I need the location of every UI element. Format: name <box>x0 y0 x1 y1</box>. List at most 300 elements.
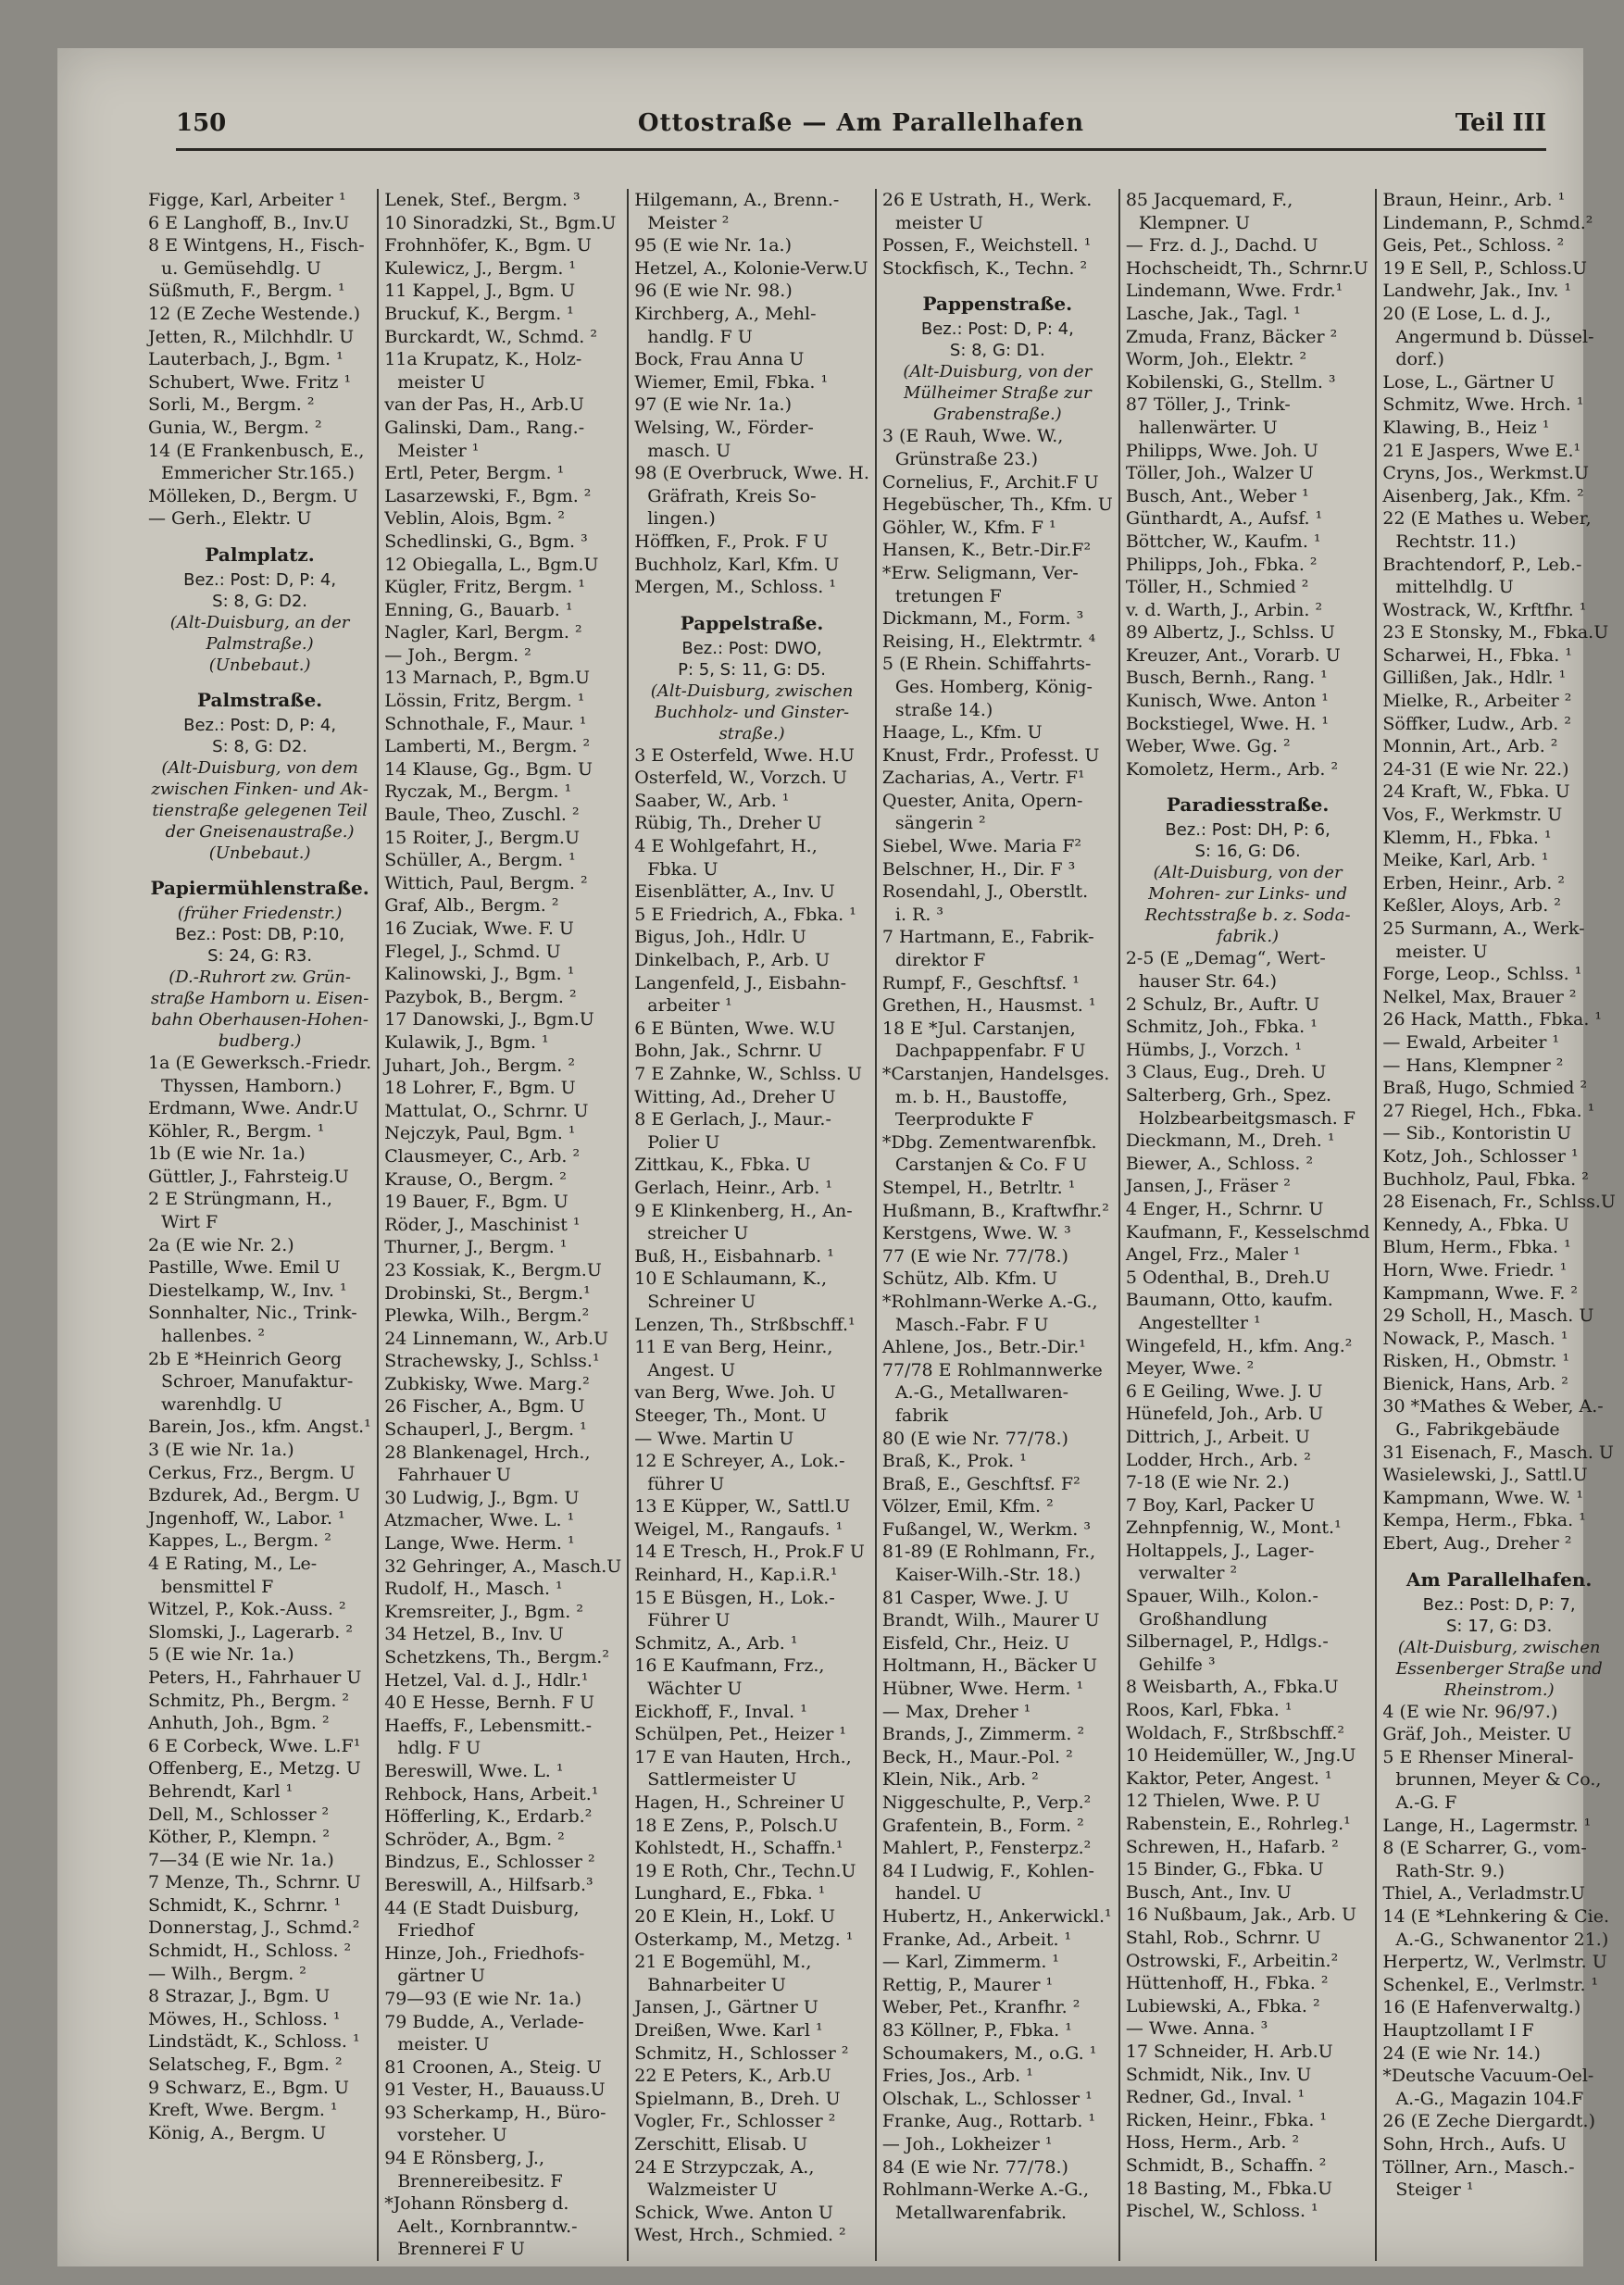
street-note: Palmstraße.) <box>206 633 314 654</box>
directory-entry: gärtner U <box>397 1966 486 1987</box>
page-title: Ottostraße — Am Parallelhafen <box>637 109 1085 137</box>
directory-entry: Atzmacher, Wwe. L. ¹ <box>384 1510 575 1531</box>
directory-entry: 97 (E wie Nr. 1a.) <box>634 394 792 416</box>
directory-page <box>57 48 1616 2266</box>
directory-entry: Rübig, Th., Dreher U <box>634 813 822 834</box>
directory-entry: Strachewsky, J., Schlss.¹ <box>384 1351 600 1372</box>
directory-entry: Jansen, J., Fräser ² <box>1125 1176 1291 1197</box>
directory-entry: Niggeschulte, P., Verp.² <box>881 1792 1092 1813</box>
directory-entry: 5 Odenthal, B., Dreh.U <box>1125 1267 1330 1288</box>
directory-entry: Sattlermeister U <box>647 1769 797 1791</box>
directory-entry: Carstanjen & Co. F U <box>894 1155 1088 1176</box>
directory-entry: Pischel, W., Schloss. ¹ <box>1125 2201 1318 2222</box>
directory-entry: Mattulat, O., Schrnr. U <box>384 1100 589 1121</box>
directory-entry: Holtmann, H., Bäcker U <box>881 1655 1098 1677</box>
directory-entry: hauser Str. 64.) <box>1138 971 1278 993</box>
directory-entry: 91 Vester, H., Bauauss.U <box>384 2079 606 2101</box>
directory-entry: Schoumakers, M., o.G. ¹ <box>881 2042 1097 2064</box>
directory-entry: Lindemann, P., Schmd.² <box>1382 212 1593 233</box>
directory-entry: direktor F <box>894 950 986 971</box>
directory-entry: Kirchberg, A., Mehl- <box>634 303 817 324</box>
directory-entry: Hübner, Wwe. Herm. ¹ <box>881 1679 1084 1700</box>
directory-entry: Kaiser-Wilh.-Str. 18.) <box>894 1565 1081 1586</box>
street-note: (D.-Ruhrort zw. Grün- <box>169 967 351 987</box>
directory-entry: 34 Hetzel, B., Inv. U <box>384 1624 564 1645</box>
directory-entry: Fbka. U <box>647 858 718 880</box>
directory-entry: *Johann Rönsberg d. <box>384 2193 569 2215</box>
directory-entry: 80 (E wie Nr. 77/78.) <box>881 1428 1068 1449</box>
directory-entry: lingen.) <box>647 508 716 530</box>
directory-entry: 8 (E Scharrer, G., vom- <box>1382 1838 1587 1859</box>
directory-entry: Kappes, L., Bergm. ² <box>148 1530 331 1552</box>
directory-entry: hallenwärter. U <box>1138 417 1278 438</box>
directory-entry: Franke, Aug., Rottarb. ¹ <box>881 2111 1096 2132</box>
directory-entry: 3 E Osterfeld, Wwe. H.U <box>634 744 855 766</box>
directory-entry: Biewer, A., Schloss. ² <box>1125 1153 1314 1174</box>
street-note: (Alt-Duisburg, an der <box>169 612 350 632</box>
column-1 <box>143 189 377 2261</box>
directory-entry: 15 Binder, G., Fbka. U <box>1125 1859 1324 1880</box>
directory-entry: Schetzkens, Th., Bergm.² <box>384 1647 609 1667</box>
directory-entry: warenhdlg. U <box>161 1393 282 1415</box>
directory-entry: Lindemann, Wwe. Frdr.¹ <box>1125 281 1343 302</box>
directory-entry: Köhler, R., Bergm. ¹ <box>148 1120 325 1142</box>
directory-entry: Spauer, Wilh., Kolon.- <box>1125 1586 1318 1607</box>
directory-entry: Brachtendorf, P., Leb.- <box>1382 554 1582 575</box>
directory-entry: Slomski, J., Lagerarb. ² <box>148 1621 353 1642</box>
directory-entry: — Sib., Kontoristin U <box>1382 1123 1572 1144</box>
directory-entry: Gunia, W., Bergm. ² <box>148 417 322 438</box>
directory-entry: Stempel, H., Betrltr. ¹ <box>881 1177 1076 1198</box>
directory-entry: 14 Klause, Gg., Bgm. U <box>384 758 593 780</box>
directory-entry: Franke, Ad., Arbeit. ¹ <box>881 1929 1072 1950</box>
directory-entry: Zmuda, Franz, Bäcker ² <box>1125 326 1338 347</box>
directory-entry: Busch, Ant., Inv. U <box>1125 1881 1292 1903</box>
directory-entry: — Joh., Lokheizer ¹ <box>881 2133 1053 2154</box>
directory-entry: Braß, K., Prok. ¹ <box>881 1451 1027 1472</box>
directory-entry: Stockfisch, K., Techn. ² <box>881 257 1088 279</box>
directory-entry: 17 Schneider, H. Arb.U <box>1125 2041 1333 2062</box>
directory-entry: 26 Fischer, A., Bgm. U <box>384 1396 585 1417</box>
directory-entry: Kempa, Herm., Fbka. ¹ <box>1382 1510 1586 1531</box>
directory-entry: Baule, Theo, Zuschl. ² <box>384 805 580 826</box>
directory-entry: Enning, G., Bauarb. ¹ <box>384 599 573 620</box>
directory-entry: König, A., Bergm. U <box>148 2122 327 2143</box>
directory-entry: Dreißen, Wwe. Karl ¹ <box>634 2019 823 2041</box>
directory-entry: Kennedy, A., Fbka. U <box>1382 1214 1569 1235</box>
district-info: S: 8, G: D1. <box>949 341 1045 361</box>
street-note: zwischen Finken- und Ak- <box>151 779 369 799</box>
directory-entry: Rumpf, F., Geschftsf. ¹ <box>881 972 1080 993</box>
directory-entry: brunnen, Meyer & Co., <box>1395 1769 1602 1791</box>
directory-entry: Saaber, W., Arb. ¹ <box>634 790 790 811</box>
directory-entry: Veblin, Alois, Bgm. ² <box>384 508 566 530</box>
directory-entry: 26 Hack, Matth., Fbka. ¹ <box>1382 1009 1603 1030</box>
directory-entry: Juhart, Joh., Bergm. ² <box>384 1055 575 1076</box>
directory-entry: — Ewald, Arbeiter ¹ <box>1382 1031 1560 1053</box>
directory-entry: 2b E *Heinrich Georg <box>148 1348 343 1369</box>
directory-entry: 13 E Küpper, W., Sattl.U <box>634 1496 851 1517</box>
directory-entry: Wasielewski, J., Sattl.U <box>1382 1465 1588 1486</box>
column-6 <box>1375 189 1621 2261</box>
directory-entry: — Frz. d. J., Dachd. U <box>1125 235 1318 256</box>
directory-entry: tretungen F <box>894 585 1002 606</box>
directory-entry: 12 E Schreyer, A., Lok.- <box>634 1451 845 1472</box>
district-info: S: 8, G: D2. <box>212 591 308 611</box>
directory-entry: — Karl, Zimmerm. ¹ <box>881 1952 1060 1973</box>
directory-entry: Lenzen, Th., Strßbschff.¹ <box>634 1314 856 1335</box>
directory-entry: Selatscheg, F., Bgm. ² <box>148 2054 343 2076</box>
directory-entry: Witzel, P., Kok.-Auss. ² <box>148 1599 346 1620</box>
directory-entry: Zittkau, K., Fbka. U <box>634 1155 811 1176</box>
directory-entry: Gerlach, Heinr., Arb. ¹ <box>634 1177 833 1198</box>
directory-entry: Kaufmann, F., Kesselschmd <box>1125 1221 1370 1242</box>
directory-entry: 7 Menze, Th., Schrnr. U <box>148 1872 361 1893</box>
directory-entry: sängerin ² <box>894 813 986 834</box>
directory-entry: Schmidt, K., Schrnr. ¹ <box>148 1894 342 1916</box>
directory-entry: 5 (E wie Nr. 1a.) <box>148 1644 294 1666</box>
directory-entry: Dachpappenfabr. F U <box>894 1041 1086 1062</box>
directory-entry: Grünstraße 23.) <box>894 448 1039 469</box>
district-info: Bez.: Post: D, P: 4, <box>920 319 1074 340</box>
directory-entry: 10 E Schlaumann, K., <box>634 1268 828 1290</box>
directory-entry: A.-G., Metallwaren- <box>894 1382 1069 1404</box>
directory-entry: 85 Jacquemard, F., <box>1125 190 1293 210</box>
directory-entry: Brands, J., Zimmerm. ² <box>881 1724 1085 1745</box>
directory-entry: 95 (E wie Nr. 1a.) <box>634 235 792 256</box>
directory-entry: 23 E Stonsky, M., Fbka.U <box>1382 622 1609 643</box>
directory-entry: Lauterbach, J., Bgm. ¹ <box>148 349 344 370</box>
directory-entry: 12 Obiegalla, L., Bgm.U <box>384 554 599 575</box>
directory-entry: Hünefeld, Joh., Arb. U <box>1125 1404 1324 1425</box>
directory-entry: — Joh., Bergm. ² <box>384 644 531 666</box>
directory-entry: Klein, Nik., Arb. ² <box>881 1769 1039 1791</box>
street-note: straße.) <box>718 723 785 743</box>
directory-entry: Führer U <box>647 1610 731 1631</box>
directory-entry: Rabenstein, E., Rohrleg.¹ <box>1125 1814 1351 1834</box>
directory-entry: meister U <box>894 212 983 233</box>
directory-entry: fabrik <box>894 1405 949 1426</box>
directory-entry: — Hans, Klempner ² <box>1382 1055 1564 1076</box>
directory-entry: Baumann, Otto, kaufm. <box>1125 1290 1333 1311</box>
directory-entry: Worm, Joh., Elektr. ² <box>1125 349 1307 370</box>
directory-entry: Schmitz, Ph., Bergm. ² <box>148 1690 350 1711</box>
directory-entry: Woldach, F., Strßbschff.² <box>1125 1722 1345 1743</box>
directory-entry: Kampmann, Wwe. F. ² <box>1382 1282 1579 1304</box>
directory-entry: Zacharias, A., Vertr. F¹ <box>881 768 1085 789</box>
directory-entry: Zubkisky, Wwe. Marg.² <box>384 1373 590 1394</box>
directory-entry: 5 E Friedrich, A., Fbka. ¹ <box>634 904 856 925</box>
directory-entry: *Erw. Seligmann, Ver- <box>881 562 1079 583</box>
directory-entry: Fahrhauer U <box>397 1465 511 1486</box>
directory-entry: 10 Sinoradzki, St., Bgm.U <box>384 212 617 233</box>
directory-entry: 6 E Langhoff, B., Inv.U <box>148 212 350 233</box>
directory-entry: Aisenberg, Jak., Kfm. ² <box>1382 485 1584 506</box>
directory-entry: 84 (E wie Nr. 77/78.) <box>881 2156 1068 2178</box>
directory-entry: 11 E van Berg, Heinr., <box>634 1337 833 1358</box>
directory-entry: Dell, M., Schlosser ² <box>148 1804 330 1825</box>
directory-entry: Bereswill, A., Hilfsarb.³ <box>384 1874 593 1895</box>
street-note: Rheinstrom.) <box>1443 1679 1555 1700</box>
directory-entry: Anhuth, Joh., Bgm. ² <box>148 1713 330 1734</box>
directory-entry: 93 Scherkamp, H., Büro- <box>384 2102 606 2123</box>
directory-entry: Polier U <box>647 1131 720 1153</box>
directory-entry: Lodder, Hrch., Arb. ² <box>1125 1449 1311 1470</box>
directory-entry: 20 (E Lose, L. d. J., <box>1382 303 1552 324</box>
directory-entry: Schedlinski, G., Bgm. ³ <box>384 531 588 552</box>
directory-entry: u. Gemüsehdlg. U <box>161 257 321 279</box>
directory-entry: Hansen, K., Betr.-Dir.F² <box>881 540 1092 561</box>
directory-entry: 12 (E Zeche Westende.) <box>148 303 361 324</box>
directory-entry: Bienick, Hans, Arb. ² <box>1382 1373 1568 1394</box>
directory-entry: 11 Kappel, J., Bgm. U <box>384 281 576 302</box>
directory-entry: Buchholz, Karl, Kfm. U <box>634 554 840 575</box>
directory-entry: Rettig, P., Maurer ¹ <box>881 1974 1054 1995</box>
directory-entry: Lose, L., Gärtner U <box>1382 371 1555 393</box>
directory-entry: straße 14.) <box>894 699 993 720</box>
directory-entry: Grethen, H., Hausmst. ¹ <box>881 995 1096 1017</box>
directory-entry: 32 Gehringer, A., Masch.U <box>384 1555 622 1577</box>
directory-entry: Süßmuth, F., Bergm. ¹ <box>148 281 345 302</box>
directory-entry: führer U <box>647 1473 725 1494</box>
directory-entry: Bruckuf, K., Bergm. ¹ <box>384 303 574 324</box>
directory-entry: Weber, Pet., Kranfhr. ² <box>881 1997 1081 2018</box>
directory-entry: verwalter ² <box>1138 1563 1238 1584</box>
directory-entry: Knust, Frdr., Professt. U <box>881 744 1100 766</box>
directory-entry: Wittich, Paul, Bergm. ² <box>384 872 588 893</box>
directory-entry: Nowack, P., Masch. ¹ <box>1382 1328 1568 1349</box>
directory-entry: 27 Riegel, Hch., Fbka. ¹ <box>1382 1100 1595 1121</box>
directory-entry: Peters, H., Fahrhauer U <box>148 1667 362 1688</box>
directory-entry: Keßler, Aloys, Arb. ² <box>1382 895 1561 917</box>
directory-entry: Schmidt, Nik., Inv. U <box>1125 2064 1312 2085</box>
directory-entry: 18 Basting, M., Fbka.U <box>1125 2178 1333 2199</box>
directory-entry: Langenfeld, J., Eisbahn- <box>634 972 847 993</box>
directory-entry: 22 E Peters, K., Arb.U <box>634 2066 831 2087</box>
directory-entry: A.-G., Magazin 104.F <box>1395 2088 1584 2109</box>
directory-entry: Drobinski, St., Bergm.¹ <box>384 1282 591 1304</box>
directory-entry: Sohn, Hrch., Aufs. U <box>1382 2133 1567 2154</box>
directory-entry: Monnin, Art., Arb. ² <box>1382 736 1558 757</box>
directory-entry: Buchholz, Paul, Fbka. ² <box>1382 1168 1589 1190</box>
directory-entry: hdlg. F U <box>397 1738 481 1759</box>
directory-entry: Risken, H., Obmstr. ¹ <box>1382 1351 1570 1372</box>
directory-entry: G., Fabrikgebäude <box>1395 1419 1560 1441</box>
column-4 <box>875 189 1118 2261</box>
directory-entry: 87 Töller, J., Trink- <box>1125 394 1291 416</box>
directory-entry: Dinkelbach, P., Arb. U <box>634 950 831 971</box>
directory-entry: 7 E Zahnke, W., Schlss. U <box>634 1064 863 1084</box>
directory-entry: 28 Eisenach, Fr., Schlss.U <box>1382 1192 1616 1213</box>
directory-entry: Teerprodukte F <box>894 1109 1034 1130</box>
directory-entry: Eickhoff, F., Inval. ¹ <box>634 1701 807 1722</box>
directory-entry: 10 Heidemüller, W., Jng.U <box>1125 1745 1356 1767</box>
directory-entry: 81 Croonen, A., Steig. U <box>384 2056 602 2078</box>
directory-entry: 15 Roiter, J., Bergm.U <box>384 827 580 848</box>
directory-entry: Jetten, R., Milchhdlr. U <box>148 326 355 347</box>
directory-entry: Thyssen, Hamborn.) <box>161 1075 342 1096</box>
directory-entry: Nelkel, Max, Brauer ² <box>1382 986 1577 1007</box>
directory-entry: 4 (E wie Nr. 96/97.) <box>1382 1701 1558 1722</box>
column-3 <box>627 189 875 2261</box>
directory-entry: Steiger ¹ <box>1395 2179 1474 2201</box>
directory-entry: Mielke, R., Arbeiter ² <box>1382 691 1572 712</box>
directory-entry: Lasche, Jak., Tagl. ¹ <box>1125 303 1301 324</box>
directory-entry: meister. U <box>397 2034 490 2055</box>
directory-entry: Ebert, Aug., Dreher ² <box>1382 1533 1572 1555</box>
directory-entry: Ges. Homberg, König- <box>894 676 1093 697</box>
directory-entry: 2a (E wie Nr. 2.) <box>148 1234 294 1255</box>
directory-entry: 30 Ludwig, J., Bgm. U <box>384 1487 580 1508</box>
directory-entry: Röder, J., Maschinist ¹ <box>384 1214 581 1235</box>
directory-entry: Holtappels, J., Lager- <box>1125 1540 1315 1561</box>
street-note: bahn Oberhausen-Hohen- <box>151 1009 369 1030</box>
directory-entry: 16 Nußbaum, Jak., Arb. U <box>1125 1904 1357 1926</box>
directory-entry: 17 Danowski, J., Bgm.U <box>384 1009 594 1030</box>
street-heading: Palmstraße. <box>197 688 323 711</box>
directory-entry: Kaktor, Peter, Angest. ¹ <box>1125 1767 1332 1789</box>
directory-entry: i. R. ³ <box>894 904 944 925</box>
directory-entry: Gräfrath, Kreis So- <box>647 485 817 506</box>
street-note: (früher Friedenstr.) <box>177 903 343 923</box>
directory-entry: Brennerei F U <box>397 2239 525 2260</box>
directory-entry: Fries, Jos., Arb. ¹ <box>881 2066 1033 2087</box>
directory-entry: 79 Budde, A., Verlade- <box>384 2011 584 2032</box>
directory-entry: Meister ² <box>647 212 730 233</box>
directory-entry: 6 E Bünten, Wwe. W.U <box>634 1018 836 1039</box>
directory-entry: 8 Strazar, J., Bgm. U <box>148 1986 331 2007</box>
directory-entry: masch. U <box>647 440 731 461</box>
directory-entry: Hauptzollamt I F <box>1382 2019 1534 2041</box>
street-heading: Papiermühlenstraße. <box>150 876 369 899</box>
directory-entry: Bockstiegel, Wwe. H. ¹ <box>1125 713 1330 734</box>
directory-entry: Schmitz, A., Arb. ¹ <box>634 1632 798 1654</box>
directory-entry: Jngenhoff, W., Labor. ¹ <box>148 1507 345 1529</box>
directory-entry: 89 Albertz, J., Schlss. U <box>1125 622 1335 643</box>
directory-entry: *Carstanjen, Handelsges. <box>881 1064 1110 1084</box>
directory-entry: Lange, Wwe. Herm. ¹ <box>384 1533 575 1555</box>
directory-entry: Olschak, L., Schlosser ¹ <box>881 2088 1093 2109</box>
directory-entry: Lubiewski, A., Fbka. ² <box>1125 1995 1320 2017</box>
directory-entry: Horn, Wwe. Friedr. ¹ <box>1382 1259 1568 1280</box>
directory-entry: Herpertz, W., Verlmstr. U <box>1382 1952 1607 1973</box>
directory-entry: 22 (E Mathes u. Weber, <box>1382 508 1592 530</box>
directory-entry: vorsteher. U <box>397 2125 507 2146</box>
directory-entry: Ryczak, M., Bergm. ¹ <box>384 781 572 803</box>
district-info: S: 24, G: R3. <box>207 945 313 966</box>
directory-entry: Thurner, J., Bergm. ¹ <box>384 1237 568 1258</box>
directory-entry: 24 E Strzypczak, A., <box>634 2156 815 2178</box>
directory-entry: Diestelkamp, W., Inv. ¹ <box>148 1280 347 1301</box>
district-info: S: 17, G: D3. <box>1445 1616 1553 1636</box>
directory-entry: Ahlene, Jos., Betr.-Dir.¹ <box>881 1337 1086 1358</box>
directory-entry: Figge, Karl, Arbeiter ¹ <box>148 190 346 210</box>
directory-entry: Spielmann, B., Dreh. U <box>634 2088 841 2109</box>
directory-entry: 20 E Klein, H., Lokf. U <box>634 1905 835 1927</box>
directory-entry: Pazybok, B., Bergm. ² <box>384 986 577 1007</box>
directory-entry: Clausmeyer, C., Arb. ² <box>384 1145 581 1167</box>
directory-entry: *Dbg. Zementwarenfbk. <box>881 1131 1097 1153</box>
directory-entry: 25 Surmann, A., Werk- <box>1382 918 1585 939</box>
directory-entry: Lasarzewski, F., Bgm. ² <box>384 485 592 506</box>
directory-entry: 7—34 (E wie Nr. 1a.) <box>148 1849 334 1870</box>
directory-entry: 1a (E Gewerksch.-Friedr. <box>148 1052 372 1073</box>
directory-entry: Wächter U <box>647 1679 743 1700</box>
directory-entry: Wostrack, W., Krftfhr. ¹ <box>1382 599 1587 620</box>
directory-entry: Hetzel, Val. d. J., Hdlr.¹ <box>384 1669 589 1691</box>
directory-entry: Gehilfe ³ <box>1138 1654 1216 1675</box>
directory-entry: Söffker, Ludw., Arb. ² <box>1382 713 1571 734</box>
directory-entry: Galinski, Dam., Rang.- <box>384 417 585 438</box>
directory-entry: Reinhard, H., Kap.i.R.¹ <box>634 1565 838 1586</box>
directory-entry: 14 E Tresch, H., Prok.F U <box>634 1542 865 1563</box>
directory-entry: Mergen, M., Schloss. ¹ <box>634 577 836 598</box>
directory-entry: Schick, Wwe. Anton U <box>634 2202 833 2223</box>
directory-entry: meister. U <box>1395 941 1488 962</box>
directory-entry: Angestellter ¹ <box>1138 1312 1261 1333</box>
street-heading: Am Parallelhafen. <box>1405 1567 1593 1591</box>
directory-entry: Dieckmann, M., Dreh. ¹ <box>1125 1130 1335 1152</box>
directory-entry: Ertl, Peter, Bergm. ¹ <box>384 463 565 484</box>
directory-entry: Flegel, J., Schmd. U <box>384 941 561 962</box>
directory-entry: Hagen, H., Schreiner U <box>634 1792 845 1813</box>
directory-entry: Lunghard, E., Fbka. ¹ <box>634 1883 826 1904</box>
directory-entry: 8 Weisbarth, A., Fbka.U <box>1125 1677 1339 1698</box>
directory-entry: Göhler, W., Kfm. F ¹ <box>881 517 1056 538</box>
directory-entry: 31 Eisenach, F., Masch. U <box>1382 1442 1614 1463</box>
directory-entry: 79—93 (E wie Nr. 1a.) <box>384 1988 582 2009</box>
directory-entry: — Wwe. Martin U <box>634 1428 794 1449</box>
street-heading: Palmplatz. <box>205 543 315 566</box>
directory-entry: Metallwarenfabrik. <box>894 2202 1068 2223</box>
directory-entry: Grafentein, B., Form. ² <box>881 1815 1084 1836</box>
page-header <box>176 104 1546 151</box>
directory-entry: 15 E Büsgen, H., Lok.- <box>634 1587 835 1608</box>
directory-entry: Kremsreiter, J., Bgm. ² <box>384 1601 583 1622</box>
directory-entry: Beck, H., Maur.-Pol. ² <box>881 1746 1073 1767</box>
directory-entry: Plewka, Wilh., Bergm.² <box>384 1305 590 1327</box>
directory-entry: Hinze, Joh., Friedhofs- <box>384 1942 585 1964</box>
directory-entry: Rehbock, Hans, Arbeit.¹ <box>384 1783 599 1804</box>
directory-entry: Lindstädt, K., Schloss. ¹ <box>148 2031 360 2053</box>
directory-entry: Schülpen, Pet., Heizer ¹ <box>634 1724 846 1745</box>
directory-entry: Angel, Frz., Maler ¹ <box>1125 1244 1301 1266</box>
directory-entry: Aelt., Kornbranntw.- <box>397 2216 578 2237</box>
directory-entry: Schröder, A., Bgm. ² <box>384 1829 565 1850</box>
directory-entry: Graf, Alb., Bergm. ² <box>384 895 559 917</box>
directory-entry: Pastille, Wwe. Emil U <box>148 1257 341 1279</box>
directory-entry: Hochscheidt, Th., Schrnr.U <box>1125 257 1368 279</box>
directory-entry: 18 Lohrer, F., Bgm. U <box>384 1078 576 1099</box>
directory-entry: 28 Blankenagel, Hrch., <box>384 1442 591 1463</box>
directory-entry: Frohnhöfer, K., Bgm. U <box>384 235 592 256</box>
directory-entry: Völzer, Emil, Kfm. ² <box>881 1496 1054 1517</box>
directory-entry: Hüttenhoff, H., Fbka. ² <box>1125 1973 1329 1994</box>
directory-entry: Jansen, J., Gärtner U <box>634 1997 818 2018</box>
street-note: Mohren- zur Links- und <box>1148 884 1348 905</box>
directory-entry: Bereswill, Wwe. L. ¹ <box>384 1760 564 1781</box>
directory-entry: Kulewicz, J., Bergm. ¹ <box>384 257 577 279</box>
directory-entry: Kotz, Joh., Schlosser ¹ <box>1382 1145 1579 1167</box>
directory-entry: Hubertz, H., Ankerwickl.¹ <box>881 1905 1112 1927</box>
directory-entry: 23 Kossiak, K., Bergm.U <box>384 1259 602 1280</box>
directory-entry: 26 (E Zeche Diergardt.) <box>1382 2111 1596 2132</box>
directory-entry: Schmidt, H., Schloss. ² <box>148 1941 352 1962</box>
directory-entry: Erben, Heinr., Arb. ² <box>1382 872 1565 893</box>
directory-entry: Angermund b. Düssel- <box>1395 326 1594 347</box>
directory-entry: Wingefeld, H., kfm. Ang.² <box>1125 1335 1353 1356</box>
directory-entry: Schmidt, B., Schaffn. ² <box>1125 2154 1327 2176</box>
